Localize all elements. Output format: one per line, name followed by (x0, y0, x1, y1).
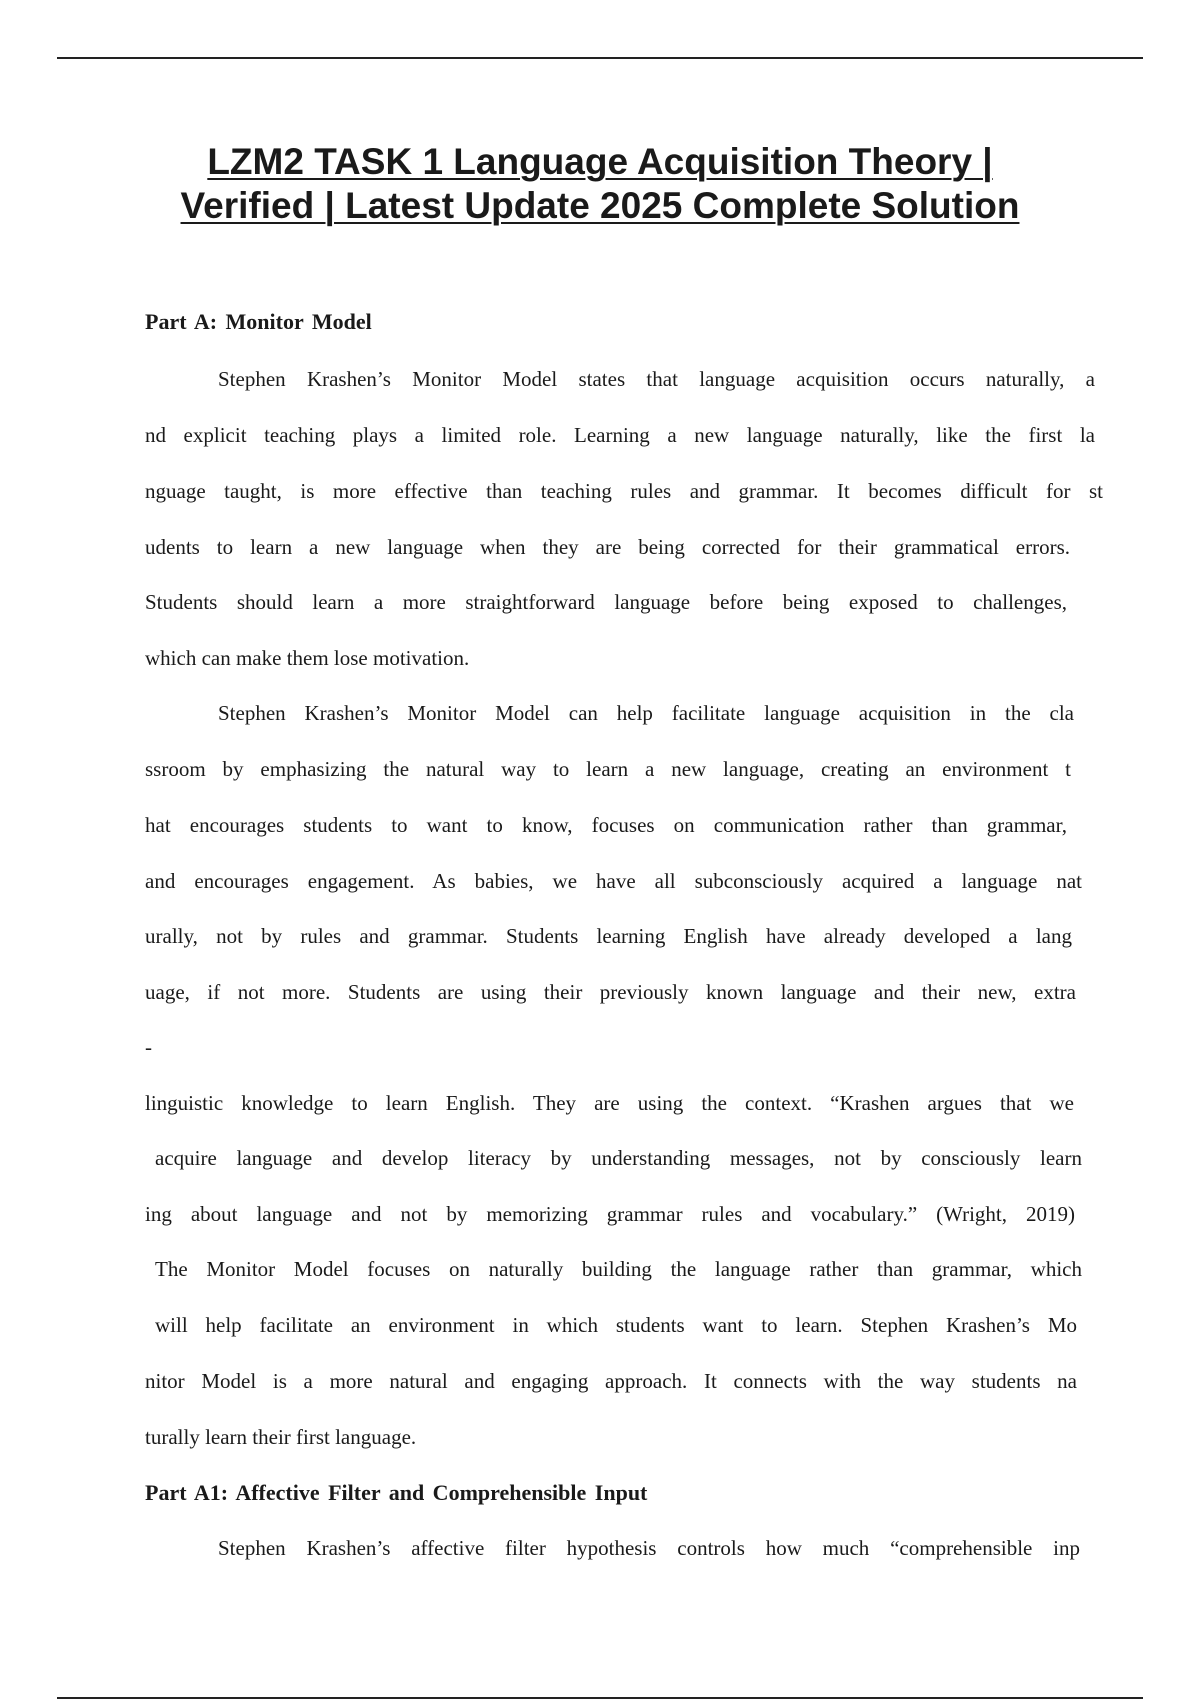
paragraph-line: Stephen Krashen’s affective filter hypothesis controls how much “comprehensible inp (218, 1536, 1080, 1560)
paragraph-line: nguage taught, is more effective than teaching rules and grammar. It becomes difficult for st (145, 479, 1103, 503)
paragraph-line: which can make them lose motivation. (145, 646, 470, 670)
paragraph-line: udents to learn a new language when they are being corrected for their grammatical errors. (145, 535, 1070, 559)
paragraph-line: Stephen Krashen’s Monitor Model can help facilitate language acquisition in the cla (218, 701, 1074, 725)
paragraph-line: acquire language and develop literacy by understanding messages, not by consciously learn (155, 1146, 1082, 1170)
paragraph-line: Stephen Krashen’s Monitor Model states that language acquisition occurs naturally, a (218, 367, 1095, 391)
paragraph-line: turally learn their first language. (145, 1425, 417, 1449)
paragraph-line: Students should learn a more straightforward language before being exposed to challenges, (145, 590, 1067, 614)
section-heading-part-a1: Part A1: Affective Filter and Comprehensible Input (145, 1480, 648, 1505)
paragraph-line: uage, if not more. Students are using their previously known language and their new, extra (145, 980, 1076, 1004)
paragraph-line: nitor Model is a more natural and engaging approach. It connects with the way students na (145, 1369, 1077, 1393)
title-line: Verified | Latest Update 2025 Complete Solution (180, 185, 1020, 226)
paragraph-line: The Monitor Model focuses on naturally building the language rather than grammar, which (155, 1257, 1082, 1281)
paragraph-line: nd explicit teaching plays a limited role. Learning a new language naturally, like the first la (145, 423, 1095, 447)
bottom-rule (57, 1697, 1143, 1699)
paragraph-line: urally, not by rules and grammar. Students learning English have already developed a lang (145, 924, 1072, 948)
document-title (100, 140, 1100, 228)
paragraph-line: will help facilitate an environment in which students want to learn. Stephen Krashen’s Mo (155, 1313, 1077, 1337)
title-line: LZM2 TASK 1 Language Acquisition Theory | (207, 141, 993, 182)
paragraph-line: hat encourages students to want to know, focuses on communication rather than grammar, (145, 813, 1067, 837)
paragraph-line: linguistic knowledge to learn English. They are using the context. “Krashen argues that we (145, 1091, 1074, 1115)
paragraph-line: and encourages engagement. As babies, we have all subconsciously acquired a language nat (145, 869, 1082, 893)
top-rule (57, 57, 1143, 59)
section-heading-part-a: Part A: Monitor Model (145, 309, 372, 334)
paragraph-line: - (145, 1035, 152, 1059)
paragraph-line: ssroom by emphasizing the natural way to learn a new language, creating an environment t (145, 757, 1071, 781)
paragraph-line: ing about language and not by memorizing grammar rules and vocabulary.” (Wright, 2019) (145, 1202, 1075, 1226)
